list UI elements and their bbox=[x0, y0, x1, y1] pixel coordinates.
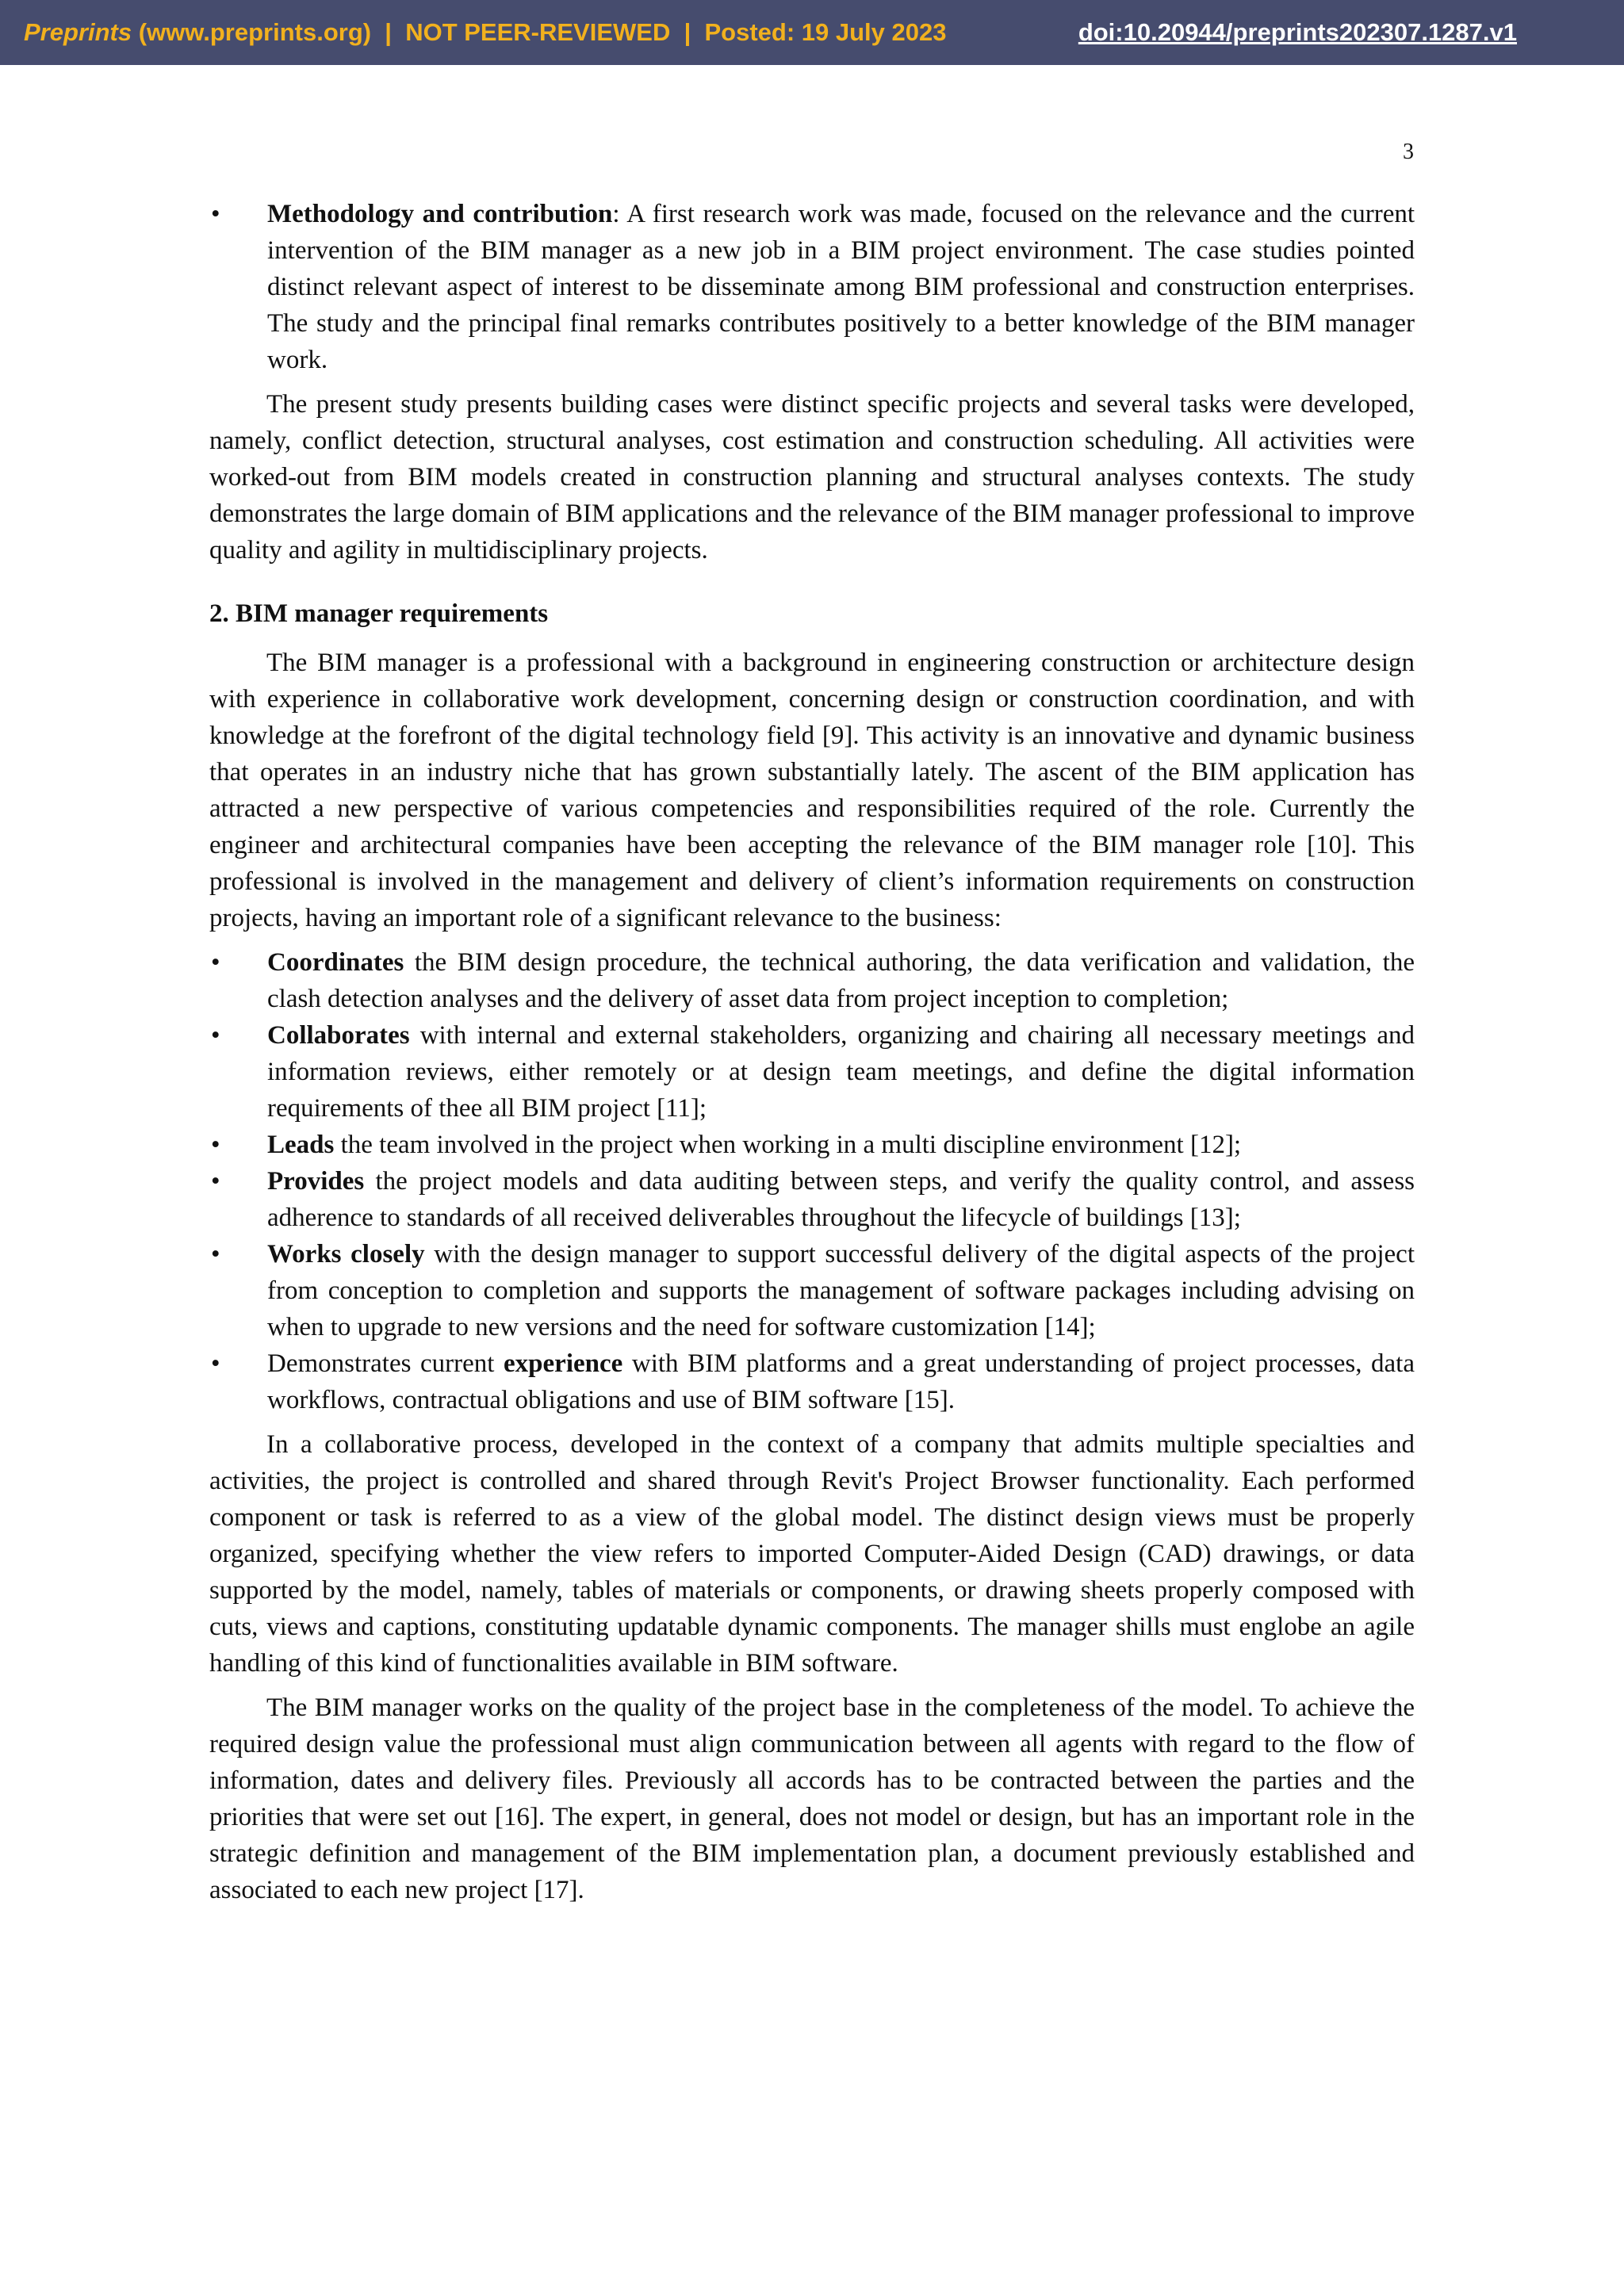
bullet-text: the BIM design procedure, the technical authoring, the data verification and validation, the clash detection analyses and the delivery of asset data from project inception to completion; bbox=[267, 948, 1415, 1013]
bullet-text: with BIM platforms and a great understanding of project processes, data workflows, contractual obligations and use of BIM software [15]. bbox=[267, 1349, 1415, 1414]
paper-body bbox=[209, 196, 1415, 1916]
preprint-banner bbox=[0, 0, 1624, 65]
paragraph: The BIM manager works on the quality of the project base in the completeness of the model. To achieve the required design value the professional must align communication between all agents with regard to the flow of information, dates and delivery files. Previously all accords has to be contracted between the parties and the priorities that were set out [16]. The expert, in general, does not model or design, but has an important role in the strategic definition and management of the BIM implementation plan, a document previously established and associated to each new project [17]. bbox=[209, 1693, 1415, 1904]
bullet-text: with internal and external stakeholders, organizing and chairing all necessary meetings and information reviews, either remotely or at design team meetings, and define the digital information requirements of thee all BIM project [11]; bbox=[267, 1021, 1415, 1123]
banner-left bbox=[24, 18, 946, 47]
bullet-bold: Collaborates bbox=[267, 1021, 410, 1050]
bullet-pre: Demonstrates current bbox=[267, 1349, 504, 1378]
bullet-text: with the design manager to support successful delivery of the digital aspects of the project from conception to completion and supports the management of software packages including advising on when to upgrade to new versions and the need for software customization [14]; bbox=[267, 1240, 1415, 1341]
page-number: 3 bbox=[1403, 140, 1414, 164]
bullet-bold: Leads bbox=[267, 1131, 335, 1159]
list-item bbox=[209, 1017, 1415, 1127]
responsibilities-list bbox=[209, 944, 1415, 1418]
bullet-bold: Provides bbox=[267, 1167, 365, 1196]
paragraph: In a collaborative process, developed in the context of a company that admits multiple specialties and activities, the project is controlled and shared through Revit's Project Browser functionality. Each performed component or task is referred to as a view of the global model. The distinct design views must be properly organized, specifying whether the view refers to imported Computer-Aided Design (CAD) drawings, or data supported by the model, namely, tables of materials or components, or drawing sheets properly composed with cuts, views and captions, constituting updatable dynamic components. The manager shills must englobe an agile handling of this kind of functionalities available in BIM software. bbox=[209, 1430, 1415, 1678]
contribution-list bbox=[209, 196, 1415, 378]
list-item bbox=[209, 1236, 1415, 1345]
doi-link[interactable]: doi:10.20944/preprints202307.1287.v1 bbox=[1078, 18, 1517, 46]
list-item bbox=[209, 196, 1415, 378]
site-url[interactable]: (www.preprints.org) bbox=[132, 18, 372, 46]
bullet-bold: Works closely bbox=[267, 1240, 425, 1269]
posted-date: Posted: 19 July 2023 bbox=[704, 18, 947, 46]
list-item bbox=[209, 944, 1415, 1017]
bullet-text: the project models and data auditing between steps, and verify the quality control, and assess adherence to standards of all received deliverables throughout the lifecycle of buildings [13]; bbox=[267, 1167, 1415, 1232]
brand-name: Preprints bbox=[24, 18, 132, 46]
list-item bbox=[209, 1127, 1415, 1163]
bullet-text: the team involved in the project when working in a multi discipline environment [12]; bbox=[334, 1131, 1242, 1159]
list-item bbox=[209, 1345, 1415, 1418]
bullet-bold: experience bbox=[504, 1349, 623, 1378]
separator: | bbox=[670, 18, 705, 46]
bullet-lead: Methodology and contribution bbox=[267, 200, 613, 228]
paragraph: The present study presents building cases were distinct specific projects and several tasks were developed, namely, conflict detection, structural analyses, cost estimation and construction scheduling. All activities were worked-out from BIM models created in construction planning and structural analyses contexts. The study demonstrates the large domain of BIM applications and the relevance of the BIM manager professional to improve quality and agility in multidisciplinary projects. bbox=[209, 390, 1415, 564]
paragraph: The BIM manager is a professional with a background in engineering construction or architecture design with experience in collaborative work development, concerning design or construction coordination, and with knowledge at the forefront of the digital technology field [9]. This activity is an innovative and dynamic business that operates in an industry niche that has grown substantially lately. The ascent of the BIM application has attracted a new perspective of various competencies and responsibilities required of the role. Currently the engineer and architectural companies have been accepting the relevance of the BIM manager role [10]. This professional is involved in the management and delivery of client’s information requirements on construction projects, having an important role of a significant relevance to the business: bbox=[209, 649, 1415, 932]
bullet-bold: Coordinates bbox=[267, 948, 404, 977]
section-heading: 2. BIM manager requirements bbox=[209, 599, 549, 628]
review-status: NOT PEER-REVIEWED bbox=[405, 18, 671, 46]
bullet-text: : A first research work was made, focused on the relevance and the current intervention of the BIM manager as a new job in a BIM project environment. The case studies pointed distinct relevant aspect of interest to be disseminate among BIM professional and construction enterprises. The study and the principal final remarks contributes positively to a better knowledge of the BIM manager work. bbox=[267, 200, 1415, 374]
separator: | bbox=[371, 18, 406, 46]
list-item bbox=[209, 1163, 1415, 1236]
